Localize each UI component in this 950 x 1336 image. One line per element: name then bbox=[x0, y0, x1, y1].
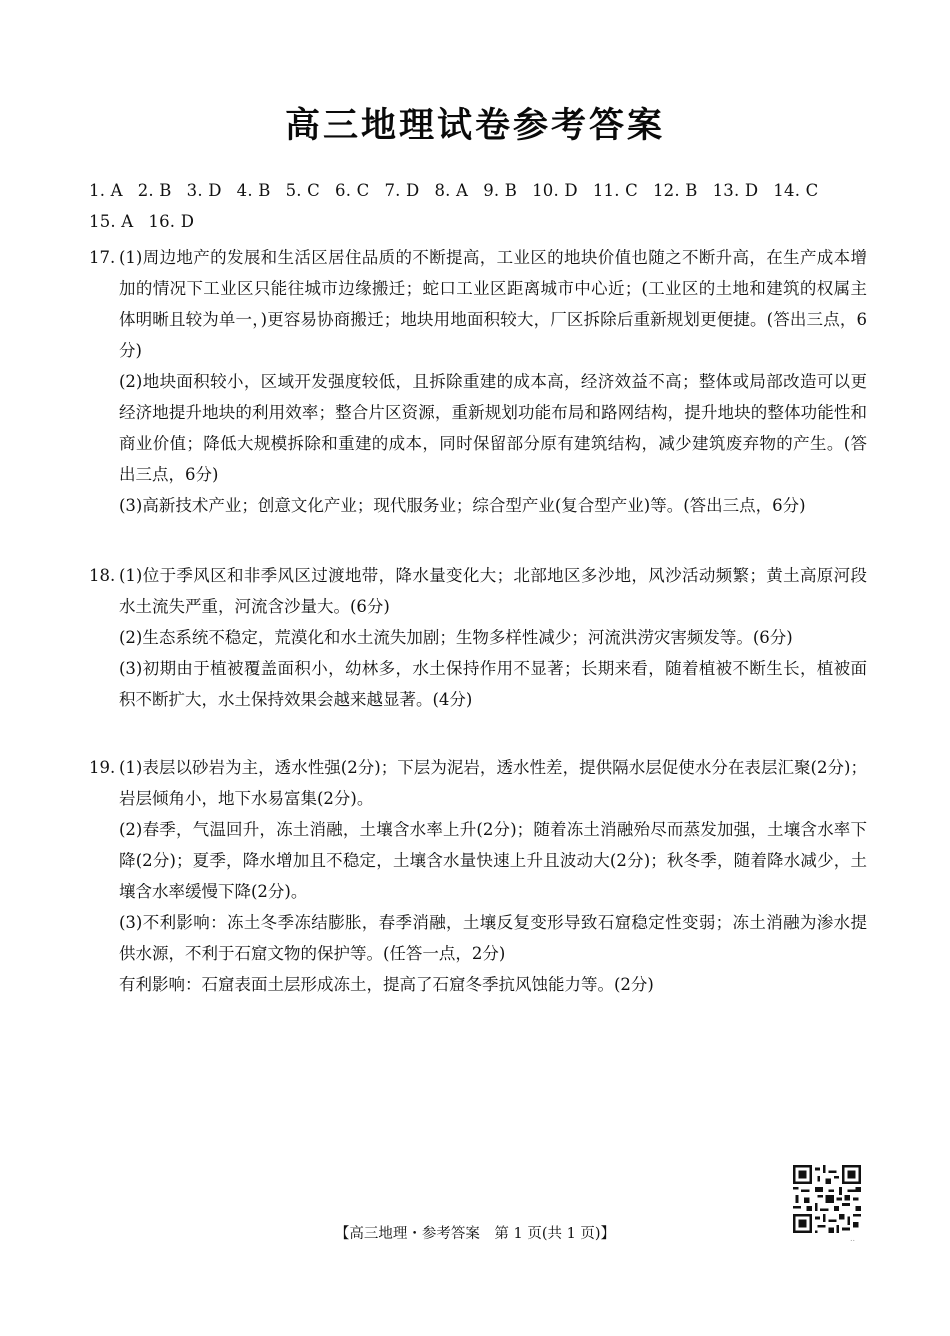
mc-answers-row-2 bbox=[89, 212, 209, 231]
answer-part-2: (2)地块面积较小，区域开发强度较低，且拆除重建的成本高，经济效益不高；整体或局部改造可以更经济地提升地块的利用效率；整合片区资源，重新规划功能布局和路网结构，提升地块的整体功能性和商业价值；降低大规模拆除和重建的成本，同时保留部分原有建筑结构，减少建筑废弃物的产生。(答出三点，6分) bbox=[119, 372, 867, 484]
mc-answer: 10. D bbox=[532, 181, 578, 200]
question-number: 19. bbox=[89, 758, 116, 777]
answer-part-2: (2)生态系统不稳定，荒漠化和水土流失加剧；生物多样性减少；河流洪涝灾害频发等。(6分) bbox=[119, 628, 793, 647]
question-number: 17. bbox=[89, 248, 116, 267]
scan-mark: .. bbox=[850, 1234, 856, 1243]
mc-answer: 15. A bbox=[89, 212, 134, 231]
mc-answer: 14. C bbox=[773, 181, 819, 200]
page-footer: 【高三地理・参考答案 第 1 页(共 1 页)】 bbox=[334, 1226, 616, 1242]
mc-answer: 12. B bbox=[652, 181, 698, 200]
mc-answer: 4. B bbox=[236, 181, 271, 200]
mc-answers-row-1 bbox=[89, 181, 833, 200]
mc-answer: 3. D bbox=[186, 181, 222, 200]
mc-answer: 13. D bbox=[712, 181, 759, 200]
mc-answer: 11. C bbox=[592, 181, 638, 200]
answer-part-1: (1)位于季风区和非季风区过渡地带，降水量变化大；北部地区多沙地，风沙活动频繁；黄土高原河段水土流失严重，河流含沙量大。(6分) bbox=[119, 566, 867, 616]
answer-part-3: (3)初期由于植被覆盖面积小，幼林多，水土保持作用不显著；长期来看，随着植被不断生长，植被面积不断扩大，水土保持效果会越来越显著。(4分) bbox=[119, 659, 867, 709]
mc-answer: 16. D bbox=[148, 212, 195, 231]
question-18 bbox=[89, 560, 867, 715]
mc-answer: 1. A bbox=[89, 181, 123, 200]
mc-answer: 5. C bbox=[285, 181, 321, 200]
question-19 bbox=[89, 752, 867, 1000]
answer-part-1: (1)周边地产的发展和生活区居住品质的不断提高，工业区的地块价值也随之不断升高，在生产成本增加的情况下工业区只能往城市边缘搬迁；蛇口工业区距离城市中心近；(工业区的土地和建筑的权属主体明晰且较为单一，)更容易协商搬迁；地块用地面积较大，厂区拆除后重新规划更便捷。(答出三点，6分) bbox=[119, 248, 867, 360]
answer-part-4: 有利影响：石窟表面土层形成冻土，提高了石窟冬季抗风蚀能力等。(2分) bbox=[119, 975, 654, 994]
mc-answer: 2. B bbox=[137, 181, 172, 200]
mc-answer: 7. D bbox=[384, 181, 420, 200]
answer-part-3: (3)不利影响：冻土冬季冻结膨胀，春季消融，土壤反复变形导致石窟稳定性变弱；冻土消融为渗水提供水源，不利于石窟文物的保护等。(任答一点，2分) bbox=[119, 913, 867, 963]
page-title: 高三地理试卷参考答案 bbox=[284, 106, 665, 146]
question-number: 18. bbox=[89, 566, 116, 585]
mc-answer: 6. C bbox=[335, 181, 370, 200]
answer-part-3: (3)高新技术产业；创意文化产业；现代服务业；综合型产业(复合型产业)等。(答出三点，6分) bbox=[119, 496, 806, 515]
question-17 bbox=[89, 242, 867, 521]
mc-answer: 8. A bbox=[434, 181, 469, 200]
mc-answer: 9. B bbox=[483, 181, 518, 200]
answer-part-1: (1)表层以砂岩为主，透水性强(2分)；下层为泥岩，透水性差，提供隔水层促使水分在表层汇聚(2分)；岩层倾角小，地下水易富集(2分)。 bbox=[119, 758, 867, 808]
answer-part-2: (2)春季，气温回升，冻土消融，土壤含水率上升(2分)；随着冻土消融殆尽而蒸发加强，土壤含水率下降(2分)；夏季，降水增加且不稳定，土壤含水量快速上升且波动大(2分)；秋冬季，随着降水减少，土壤含水率缓慢下降(2分)。 bbox=[119, 820, 867, 901]
